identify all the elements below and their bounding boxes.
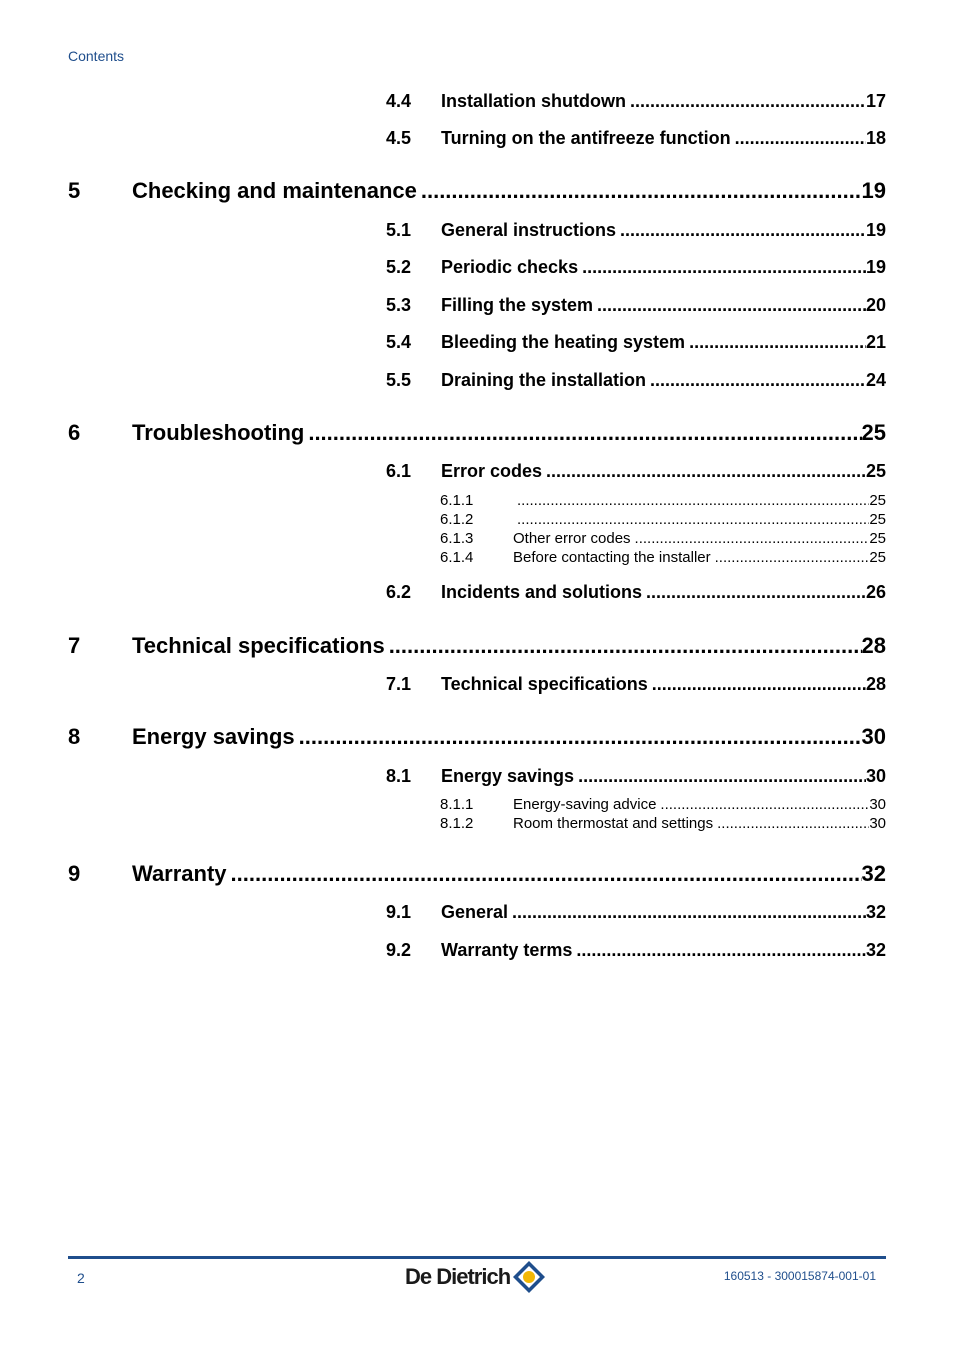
toc-entry[interactable] [386,332,886,353]
toc-entry[interactable] [386,582,886,603]
toc-entry-title: Warranty [132,861,227,886]
toc-entry[interactable] [386,461,886,482]
toc-entry-title: Warranty terms [441,940,573,960]
toc-entry-page: 30 [869,815,886,832]
toc-entry-page: 30 [869,796,886,813]
toc-entry[interactable] [68,724,886,750]
toc-leader-dots [660,796,869,813]
toc-entry-title: Before contacting the installer [513,549,711,566]
toc-entry[interactable] [386,220,886,241]
toc-entry[interactable] [440,492,886,509]
toc-entry[interactable] [440,796,886,813]
toc-entry-title: Installation shutdown [441,91,626,111]
toc-entry-page: 25 [869,511,886,528]
toc-entry-page: 21 [865,332,886,352]
toc-leader-dots [735,128,866,149]
toc-entry-page: 32 [865,902,886,922]
toc-entry-title: Incidents and solutions [441,582,643,602]
toc-leader-dots [231,861,862,887]
toc-leader-dots [421,178,862,204]
toc-entry-title: Error codes [441,461,543,481]
toc-entry-title: Periodic checks [441,257,579,277]
toc-leader-dots [620,220,866,241]
toc-leader-dots [597,295,866,316]
toc-entry-page: 28 [861,633,886,658]
toc-entry-page: 17 [865,91,886,111]
toc-leader-dots [635,530,870,547]
toc-entry[interactable] [440,549,886,566]
toc-entry[interactable] [386,257,886,278]
toc-leader-dots [652,674,866,695]
toc-entry-number: 7 [68,633,81,658]
toc-entry[interactable] [68,861,886,887]
toc-entry-number: 9 [68,861,81,886]
toc-entry[interactable] [440,511,886,528]
toc-entry-title: General [441,902,509,922]
toc-entry-number: 8.1.1 [440,796,474,813]
toc-entry-page: 25 [869,549,886,566]
toc-leader-dots [717,815,869,832]
toc-entry-page: 30 [865,766,886,786]
toc-entry-page: 26 [865,582,886,602]
toc-entry[interactable] [386,902,886,923]
toc-leader-dots [389,633,862,659]
toc-leader-dots [576,940,866,961]
toc-entry[interactable] [386,766,886,787]
toc-leader-dots [646,582,866,603]
toc-entry-title: Energy savings [132,724,295,749]
brand-logo [405,1259,546,1295]
toc-entry-page: 19 [865,257,886,277]
toc-entry-page: 25 [869,530,886,547]
toc-entry-number: 6.1.2 [440,511,474,528]
toc-entry-number: 6.1.4 [440,549,474,566]
toc-entry-page: 25 [869,492,886,509]
toc-entry-number: 5.1 [386,220,412,240]
toc-entry-number: 6 [68,420,81,445]
toc-entry-page: 32 [865,940,886,960]
toc-entry-title: Energy savings [441,766,575,786]
toc-entry-page: 19 [865,220,886,240]
toc-entry-number: 9.1 [386,902,412,922]
toc-entry-page: 19 [861,178,886,203]
toc-entry-title: Bleeding the heating system [441,332,686,352]
toc-leader-dots [689,332,866,353]
toc-entry-page: 24 [865,370,886,390]
toc-entry[interactable] [440,815,886,832]
toc-entry-number: 5.3 [386,295,412,315]
toc-entry[interactable] [386,370,886,391]
toc-entry-page: 25 [861,420,886,445]
toc-leader-dots [546,461,866,482]
toc-entry[interactable] [386,295,886,316]
toc-entry-title: Draining the installation [441,370,647,390]
toc-leader-dots [512,902,866,923]
toc-entry-number: 8.1 [386,766,412,786]
toc-entry-title: Technical specifications [441,674,648,694]
toc-entry-number: 5.4 [386,332,412,352]
toc-entry-title: Technical specifications [132,633,385,658]
toc-entry-number: 5.2 [386,257,412,277]
toc-entry-number: 5.5 [386,370,412,390]
toc-entry-number: 8 [68,724,81,749]
toc-entry[interactable] [68,633,886,659]
toc-entry[interactable] [386,940,886,961]
document-reference: 160513 - 300015874-001-01 [723,1269,876,1283]
toc-entry-title: Checking and maintenance [132,178,417,203]
toc-entry[interactable] [440,530,886,547]
toc-entry[interactable] [68,420,886,446]
toc-entry-title: Troubleshooting [132,420,305,445]
toc-entry-number: 7.1 [386,674,412,694]
toc-entry[interactable] [386,91,886,112]
toc-entry-title: Other error codes [513,530,631,547]
toc-entry[interactable] [386,128,886,149]
toc-entry-number: 6.1.1 [440,492,474,509]
toc-entry-number: 6.1 [386,461,412,481]
footer-page-number: 2 [77,1270,85,1286]
toc-entry-number: 4.5 [386,128,412,148]
toc-entry[interactable] [68,178,886,204]
toc-entry-page: 30 [861,724,886,749]
toc-leader-dots [578,766,866,787]
toc-entry-title: Energy-saving advice [513,796,657,813]
toc-entry-number: 6.1.3 [440,530,474,547]
toc-entry-page: 25 [865,461,886,481]
toc-leader-dots [517,492,869,509]
toc-entry-page: 20 [865,295,886,315]
toc-entry-number: 8.1.2 [440,815,474,832]
toc-entry-title: General instructions [441,220,617,240]
toc-entry-number: 4.4 [386,91,412,111]
toc-entry-number: 9.2 [386,940,412,960]
toc-entry-number: 6.2 [386,582,412,602]
toc-entry-page: 18 [865,128,886,148]
toc-leader-dots [299,724,862,750]
running-header: Contents [68,48,125,64]
toc-entry-title: Room thermostat and settings [513,815,714,832]
brand-logo-text: De Dietrich [405,1264,511,1289]
diamond-logo-icon [512,1260,546,1294]
toc-leader-dots [582,257,866,278]
toc-leader-dots [517,511,869,528]
toc-leader-dots [650,370,866,391]
toc-entry-page: 32 [861,861,886,886]
toc-leader-dots [308,420,861,446]
toc-leader-dots [630,91,866,112]
toc-entry-title: Filling the system [441,295,594,315]
toc-leader-dots [715,549,870,566]
toc-entry-title: Turning on the antifreeze function [441,128,731,148]
toc-entry-page: 28 [865,674,886,694]
toc-entry[interactable] [386,674,886,695]
toc-entry-number: 5 [68,178,81,203]
